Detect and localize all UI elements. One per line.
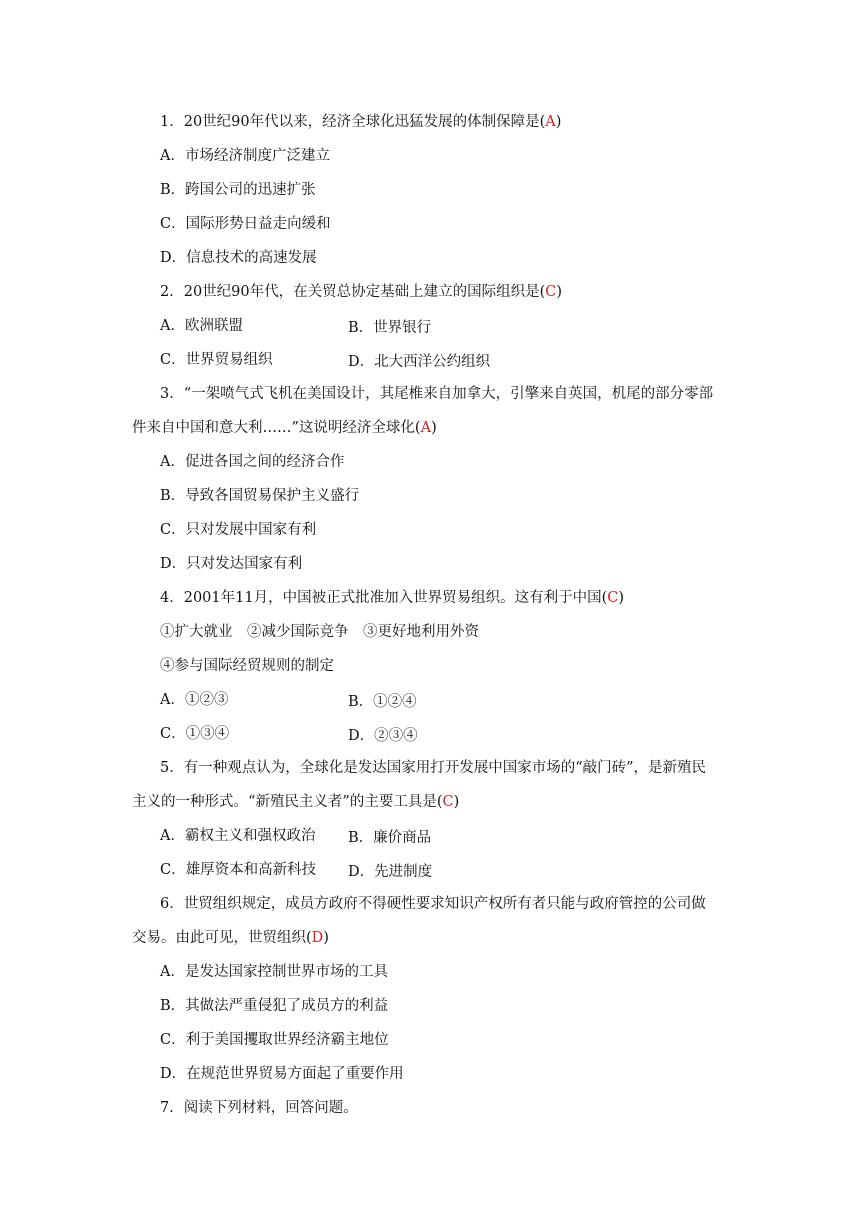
question-2-stem: 2．20世纪90年代，在关贸总协定基础上建立的国际组织是(C)	[160, 284, 563, 300]
question-3-option-b: B．导致各国贸易保护主义盛行	[160, 488, 360, 504]
question-5-answer: C	[442, 794, 454, 810]
question-4-option-c: C．①③④	[160, 726, 230, 742]
question-6-option-b: B．其做法严重侵犯了成员方的利益	[160, 998, 389, 1014]
question-4-option-b: B．①②④	[348, 694, 417, 710]
question-7-stem: 7．阅读下列材料，回答问题。	[160, 1100, 358, 1116]
question-1-stem: 1．20世纪90年代以来，经济全球化迅猛发展的体制保障是(A)	[160, 114, 562, 130]
question-6-option-c: C．利于美国攫取世界经济霸主地位	[160, 1032, 389, 1048]
question-5-option-d: D．先进制度	[348, 864, 433, 880]
question-2-option-a: A．欧洲联盟	[160, 318, 243, 334]
question-6-stem-line2: 交易。由此可见，世贸组织(D)	[132, 930, 329, 946]
question-5-stem-line1: 5．有一种观点认为，全球化是发达国家用打开发展中国家市场的“敲门砖”，是新殖民	[160, 760, 707, 776]
question-2-option-c: C．世界贸易组织	[160, 352, 273, 368]
question-1-option-c: C．国际形势日益走向缓和	[160, 216, 331, 232]
question-4-stem: 4．2001年11月，中国被正式批准加入世界贸易组织。这有利于中国(C)	[160, 590, 625, 606]
question-3-option-a: A．促进各国之间的经济合作	[160, 454, 345, 470]
question-3-stem-line2: 件来自中国和意大利……”这说明经济全球化(A)	[132, 420, 437, 436]
question-6-option-a: A．是发达国家控制世界市场的工具	[160, 964, 388, 980]
question-2-option-d: D．北大西洋公约组织	[348, 354, 491, 370]
question-3-answer: A	[420, 420, 432, 436]
question-4-items-line2: ④参与国际经贸规则的制定	[160, 658, 334, 674]
question-3-stem-line1: 3．“一架喷气式飞机在美国设计，其尾椎来自加拿大，引擎来自英国，机尾的部分零部	[160, 386, 714, 402]
question-4-option-d: D．②③④	[348, 728, 418, 744]
question-2-answer: C	[545, 284, 557, 300]
question-3-option-d: D．只对发达国家有利	[160, 556, 303, 572]
question-4-answer: C	[607, 590, 619, 606]
question-4-option-a: A．①②③	[160, 692, 229, 708]
question-5-stem-line2: 主义的一种形式。“新殖民主义者”的主要工具是(C)	[132, 794, 460, 810]
question-5-option-c: C．雄厚资本和高新科技	[160, 862, 317, 878]
question-1-option-d: D．信息技术的高速发展	[160, 250, 317, 266]
question-6-answer: D	[311, 930, 324, 946]
question-1-answer: A	[545, 114, 556, 130]
question-1-option-a: A．市场经济制度广泛建立	[160, 148, 330, 164]
question-6-option-d: D．在规范世界贸易方面起了重要作用	[160, 1066, 404, 1082]
question-4-items-line1: ①扩大就业 ②减少国际竞争 ③更好地利用外资	[160, 624, 479, 640]
question-2-option-b: B．世界银行	[348, 320, 432, 336]
question-3-option-c: C．只对发展中国家有利	[160, 522, 317, 538]
question-5-option-a: A．霸权主义和强权政治	[160, 828, 316, 844]
question-1-option-b: B．跨国公司的迅速扩张	[160, 182, 316, 198]
question-5-option-b: B．廉价商品	[348, 830, 432, 846]
question-6-stem-line1: 6．世贸组织规定，成员方政府不得硬性要求知识产权所有者只能与政府管控的公司做	[160, 896, 706, 912]
